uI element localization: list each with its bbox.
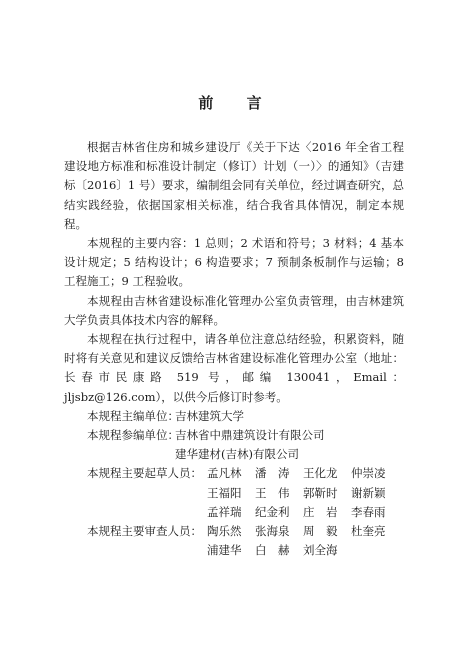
- paragraph-basis: 根据吉林省住房和城乡建设厅《关于下达〈2016 年全省工程建设地方标准和标准设计制定（修订）计划（一）〉的通知》（吉建标〔2016〕1 号）要求，编制组会同有关单位，经过调查研究，总结实践经验，依据国家相关标准，结合我省具体情况，制定本规程。: [64, 140, 404, 231]
- participating-label: 本规程参编单位：: [87, 428, 179, 443]
- reviewer-names: [207, 522, 399, 541]
- paragraph-feedback: 本规程在执行过程中，请各单位注意总结经验，积累资料，随时将有关意见和建议反馈给吉林省建设标准化管理办公室（地址：长春市民康路 519 号，邮编 130041，Email：jljsbz@126.com），以供今后修订时参考。: [64, 332, 404, 404]
- chief-editor-row: [64, 407, 404, 426]
- drafter-names: [207, 503, 399, 522]
- drafter-name: 王化龙: [303, 466, 338, 481]
- reviewer-name: 杜奎亮: [351, 524, 386, 539]
- drafter-name: 纪金利: [255, 504, 290, 519]
- participating-org: 吉林省中鼎建筑设计有限公司: [175, 428, 325, 443]
- page-title: 前 言: [198, 94, 276, 112]
- drafters-row-1: [64, 464, 404, 483]
- reviewer-name: 陶乐然: [207, 524, 242, 539]
- reviewer-name: 周 毅: [303, 524, 338, 539]
- drafter-name: 谢新颖: [351, 485, 386, 500]
- reviewer-name: 白 赫: [255, 543, 290, 558]
- drafter-name: 王 伟: [255, 485, 290, 500]
- drafters-row-3: [64, 503, 404, 522]
- drafter-name: 郭靳时: [303, 485, 338, 500]
- drafter-name: 孟凡林: [207, 466, 242, 481]
- reviewer-name: 张海泉: [255, 524, 290, 539]
- drafter-name: 庄 岩: [303, 504, 338, 519]
- drafter-name: 仲崇凌: [351, 466, 386, 481]
- reviewer-names: [207, 541, 351, 560]
- paragraph-management: 本规程由吉林省建设标准化管理办公室负责管理，由吉林建筑大学负责具体技术内容的解释。: [64, 293, 404, 327]
- participating-row-2: [64, 445, 404, 464]
- paragraph-contents: 本规程的主要内容：1 总则；2 术语和符号；3 材料；4 基本设计规定；5 结构设计；6 构造要求；7 预制条板制作与运输；8 工程施工；9 工程验收。: [64, 236, 404, 289]
- participating-org: 建华建材(吉林)有限公司: [175, 447, 299, 462]
- drafter-name: 王福阳: [207, 485, 242, 500]
- drafters-label: 本规程主要起草人员：: [87, 466, 202, 481]
- preface-body: [64, 138, 404, 560]
- reviewers-row-1: [64, 522, 404, 541]
- drafter-name: 潘 涛: [255, 466, 290, 481]
- drafter-name: 李春雨: [351, 504, 386, 519]
- drafter-names: [207, 464, 399, 483]
- reviewer-name: 刘全海: [303, 543, 338, 558]
- drafter-names: [207, 484, 399, 503]
- drafter-name: 孟祥瑞: [207, 504, 242, 519]
- drafters-row-2: [64, 484, 404, 503]
- participating-row-1: [64, 426, 404, 445]
- chief-editor-label: 本规程主编单位：: [87, 408, 179, 423]
- reviewers-row-2: [64, 541, 404, 560]
- reviewer-name: 浦建华: [207, 543, 242, 558]
- chief-editor-value: 吉林建筑大学: [175, 408, 244, 423]
- reviewers-label: 本规程主要审查人员：: [87, 524, 202, 539]
